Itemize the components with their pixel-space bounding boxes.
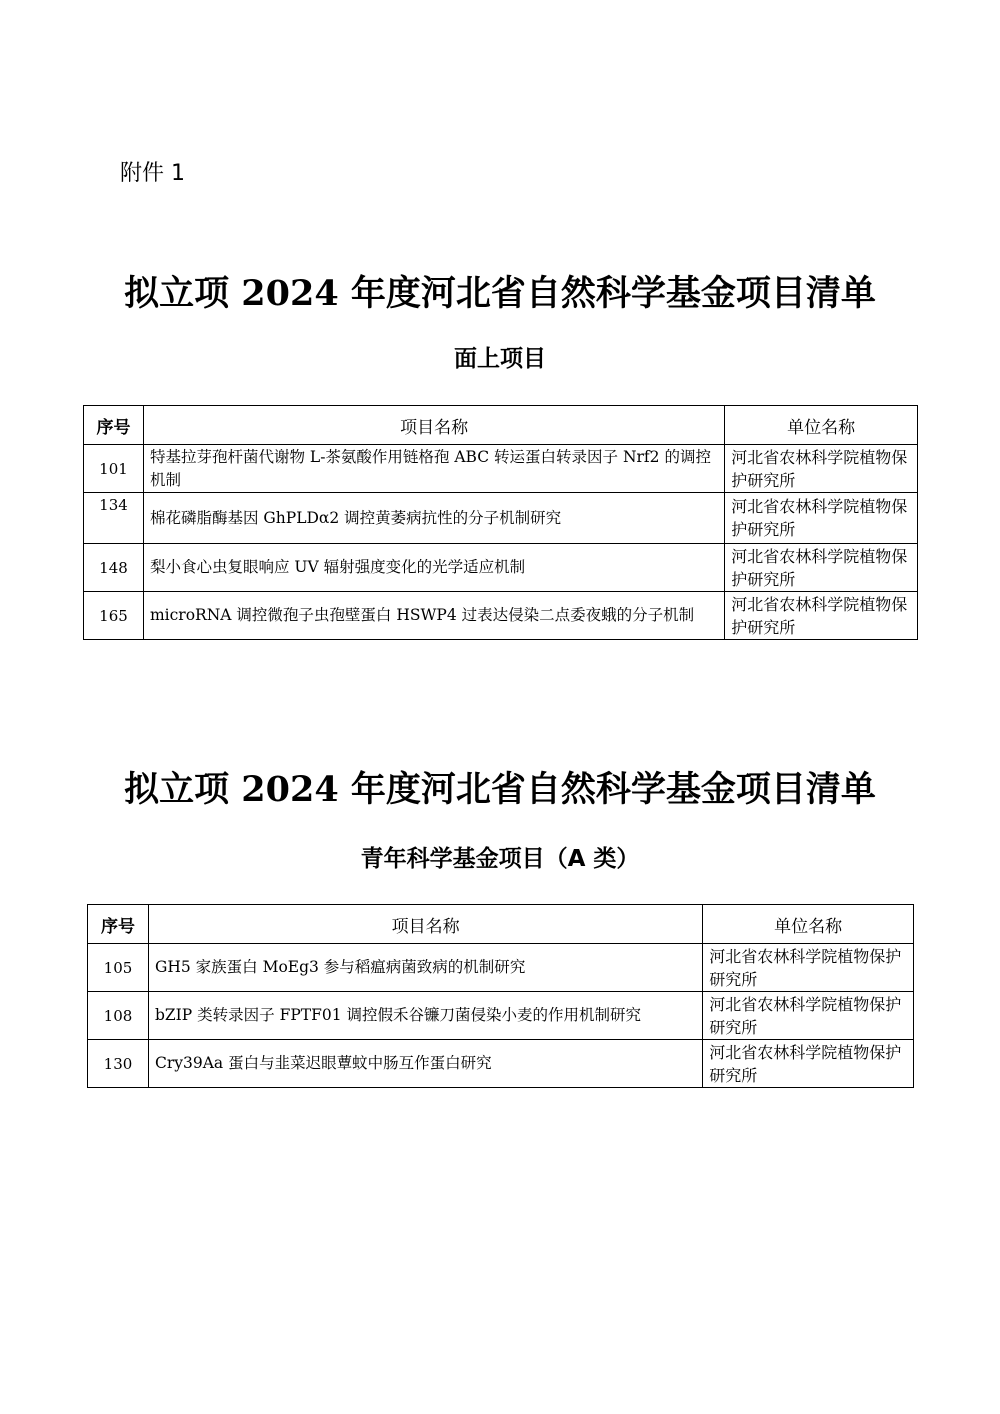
section2-title: 拟立项 2024 年度河北省自然科学基金项目清单 <box>124 769 876 810</box>
table-header-row <box>84 406 918 445</box>
row-unit-name: 河北省农林科学院植物保护研究所 <box>703 1040 914 1088</box>
attachment-label: 附件 1 <box>120 161 185 186</box>
table-row <box>84 445 918 493</box>
row-number: 165 <box>84 592 144 640</box>
row-number: 130 <box>88 1040 149 1088</box>
table-row <box>84 592 918 640</box>
table-row <box>88 944 914 992</box>
section1-title: 拟立项 2024 年度河北省自然科学基金项目清单 <box>124 273 876 314</box>
row-number: 105 <box>88 944 149 992</box>
row-number: 101 <box>84 445 144 493</box>
row-unit-name: 河北省农林科学院植物保护研究所 <box>725 544 918 592</box>
table-row <box>88 992 914 1040</box>
row-project-name: Cry39Aa 蛋白与韭菜迟眼蕈蚊中肠互作蛋白研究 <box>148 1040 702 1088</box>
section2-subtitle: 青年科学基金项目（A 类） <box>360 846 640 872</box>
header-project-name: 项目名称 <box>143 406 724 445</box>
row-number: 134 <box>84 493 144 544</box>
row-project-name: bZIP 类转录因子 FPTF01 调控假禾谷镰刀菌侵染小麦的作用机制研究 <box>148 992 702 1040</box>
table-row <box>84 544 918 592</box>
header-project-name: 项目名称 <box>148 905 702 944</box>
general-projects-table <box>83 405 918 640</box>
header-unit-name: 单位名称 <box>703 905 914 944</box>
header-number: 序号 <box>84 406 144 445</box>
table-row <box>84 493 918 544</box>
row-project-name: GH5 家族蛋白 MoEg3 参与稻瘟病菌致病的机制研究 <box>148 944 702 992</box>
row-project-name: 特基拉芽孢杆菌代谢物 L-茶氨酸作用链格孢 ABC 转运蛋白转录因子 Nrf2 的调控机制 <box>143 445 724 493</box>
youth-projects-table <box>87 904 914 1088</box>
row-unit-name: 河北省农林科学院植物保护研究所 <box>703 944 914 992</box>
row-project-name: microRNA 调控微孢子虫孢壁蛋白 HSWP4 过表达侵染二点委夜蛾的分子机制 <box>143 592 724 640</box>
row-number: 108 <box>88 992 149 1040</box>
row-project-name: 梨小食心虫复眼响应 UV 辐射强度变化的光学适应机制 <box>143 544 724 592</box>
table-row <box>88 1040 914 1088</box>
row-unit-name: 河北省农林科学院植物保护研究所 <box>703 992 914 1040</box>
row-unit-name: 河北省农林科学院植物保护研究所 <box>725 493 918 544</box>
row-number: 148 <box>84 544 144 592</box>
row-unit-name: 河北省农林科学院植物保护研究所 <box>725 445 918 493</box>
row-unit-name: 河北省农林科学院植物保护研究所 <box>725 592 918 640</box>
row-project-name: 棉花磷脂酶基因 GhPLDα2 调控黄萎病抗性的分子机制研究 <box>143 493 724 544</box>
header-unit-name: 单位名称 <box>725 406 918 445</box>
table-header-row <box>88 905 914 944</box>
section1-subtitle: 面上项目 <box>454 346 546 372</box>
header-number: 序号 <box>88 905 149 944</box>
